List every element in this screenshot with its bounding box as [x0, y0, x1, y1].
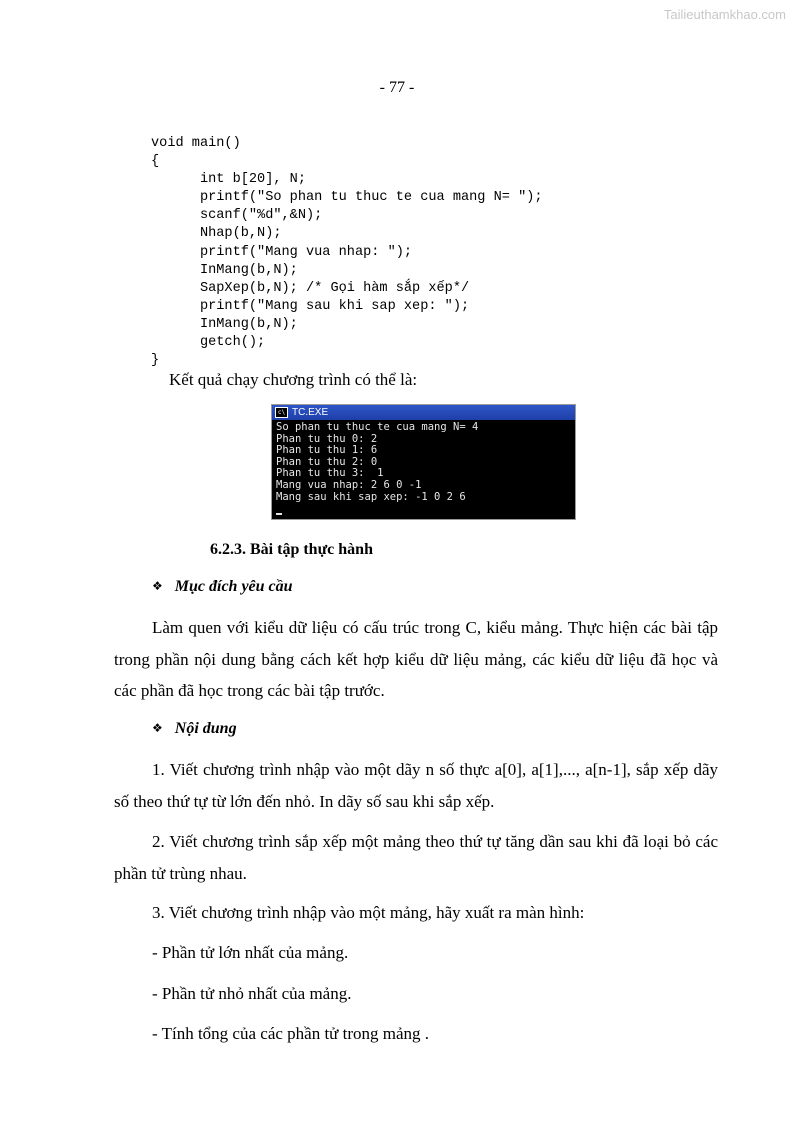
- list-item: - Phần tử nhỏ nhất của mảng.: [152, 984, 352, 1003]
- console-line: Phan tu thu 2: 0: [276, 455, 378, 468]
- result-intro: Kết quả chạy chương trình có thể là:: [169, 370, 418, 389]
- console-line: Mang vua nhap: 2 6 0 -1: [276, 478, 422, 491]
- exercise-1: 1. Viết chương trình nhập vào một dãy n số thực a[0], a[1],..., a[n-1], sắp xếp dãy số theo thứ tự từ lớn đến nhỏ. In dãy số sau khi sắp xếp.: [114, 760, 718, 811]
- code-block: [151, 135, 543, 370]
- purpose-heading-row: [152, 578, 293, 596]
- page-number: - 77 -: [379, 79, 415, 96]
- console-line: Mang sau khi sap xep: -1 0 2 6: [276, 490, 466, 503]
- exercise-2: 2. Viết chương trình sắp xếp một mảng theo thứ tự tăng dần sau khi đã loại bỏ các phần tử trùng nhau.: [114, 832, 718, 883]
- code-line: }: [151, 353, 160, 369]
- console-cursor: [276, 513, 282, 515]
- exercise-3: 3. Viết chương trình nhập vào một mảng, hãy xuất ra màn hình:: [152, 903, 585, 922]
- console-line: Phan tu thu 3: 1: [276, 467, 384, 480]
- code-line: printf("Mang sau khi sap xep: ");: [151, 298, 470, 314]
- console-cursor-line: [276, 503, 575, 515]
- diamond-bullet-icon: ❖: [152, 721, 163, 735]
- code-line: void main(): [151, 136, 241, 151]
- console-window-icon: c\: [275, 407, 288, 418]
- code-line: SapXep(b,N); /* Gọi hàm sắp xếp*/: [151, 280, 470, 296]
- content-heading-row: [152, 720, 237, 738]
- console-screenshot: [271, 404, 576, 520]
- purpose-paragraph: Làm quen với kiểu dữ liệu có cấu trúc trong C, kiểu mảng. Thực hiện các bài tập trong phần nội dung bằng cách kết hợp kiểu dữ liệu mảng, các kiểu dữ liệu đã học và các phần đã học trong các bài tập trước.: [114, 618, 718, 700]
- list-item: - Tính tổng của các phần tử trong mảng .: [152, 1024, 430, 1043]
- list-item: - Phần tử lớn nhất của mảng.: [152, 943, 349, 962]
- code-line: {: [151, 154, 160, 170]
- console-titlebar: [272, 405, 575, 420]
- code-line: Nhap(b,N);: [151, 226, 282, 242]
- console-line: So phan tu thuc te cua mang N= 4: [276, 421, 479, 433]
- code-line: InMang(b,N);: [151, 316, 298, 332]
- code-line: InMang(b,N);: [151, 262, 298, 278]
- purpose-heading: Mục đích yêu cầu: [174, 578, 293, 595]
- section-heading: 6.2.3. Bài tập thực hành: [210, 541, 373, 558]
- content-heading: Nội dung: [174, 720, 237, 737]
- console-line: Phan tu thu 0: 2: [276, 432, 378, 445]
- console-output: [272, 420, 575, 515]
- code-line: scanf("%d",&N);: [151, 208, 323, 224]
- code-line: int b[20], N;: [151, 172, 306, 188]
- console-line: Phan tu thu 1: 6: [276, 444, 378, 457]
- watermark: Tailieuthamkhao.com: [663, 7, 786, 22]
- code-line: getch();: [151, 335, 266, 351]
- diamond-bullet-icon: ❖: [152, 579, 163, 593]
- code-line: printf("So phan tu thuc te cua mang N= ");: [151, 190, 543, 206]
- console-title: TC.EXE: [292, 407, 329, 418]
- code-line: printf("Mang vua nhap: ");: [151, 244, 413, 260]
